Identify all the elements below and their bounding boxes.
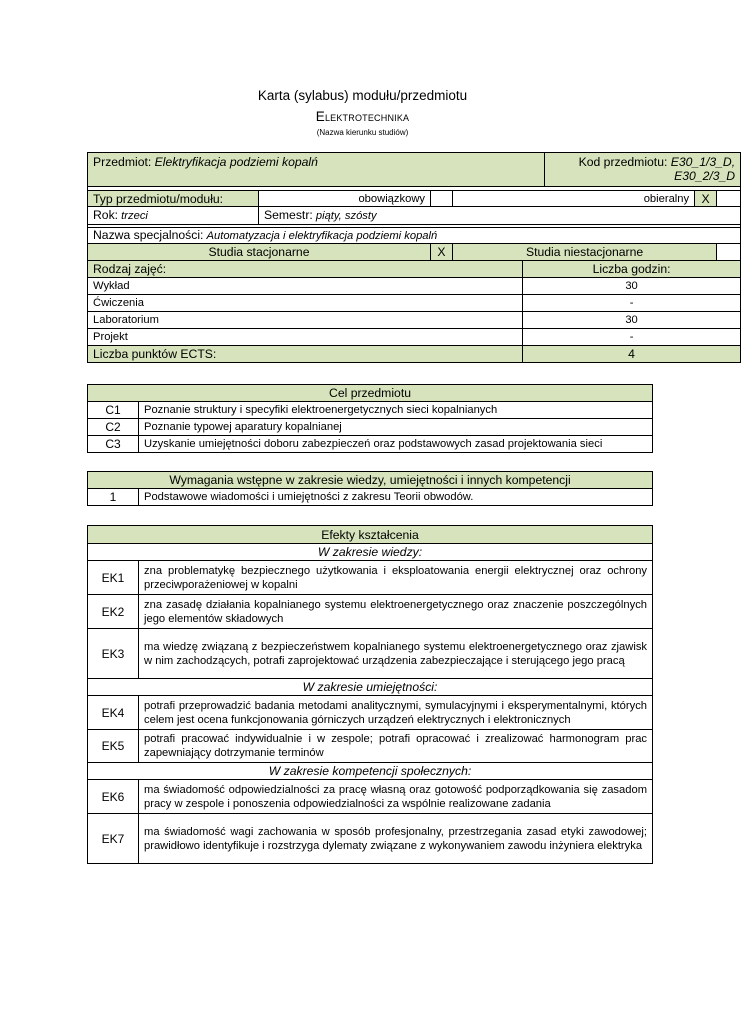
semester-cell bbox=[259, 207, 741, 225]
course-code-value-1: E30_1/3_D, bbox=[670, 155, 736, 169]
type-elective-mark: X bbox=[695, 191, 717, 207]
outcome-text: ma wiedzę związaną z bezpieczeństwem kopalnianego systemu elektroenergetycznego oraz zjawisk w nim zachodzących, potrafi zaprojektować urządzenia zabezpieczające i sterującego jego pracą bbox=[139, 629, 653, 679]
hours-header: Liczba godzin: bbox=[523, 261, 741, 278]
objective-code: C3 bbox=[88, 436, 139, 453]
class-type-laboratory: Laboratorium bbox=[88, 312, 523, 329]
outcome-text: potrafi przeprowadzić badania metodami analitycznymi, symulacyjnymi i eksperymentalnymi, których celem jest ocena funkcjonowania górniczych urządzeń elektrycznych i elektronicznych bbox=[139, 696, 653, 730]
document-title: Karta (sylabus) modułu/przedmiotu bbox=[257, 88, 468, 103]
subject-label: Przedmiot: bbox=[93, 155, 152, 169]
outcome-code: EK7 bbox=[88, 814, 139, 864]
objective-text: Uzyskanie umiejętności doboru zabezpieczeń oraz podstawowych zasad projektowania sieci bbox=[139, 436, 653, 453]
social-competence-header: W zakresie kompetencji społecznych: bbox=[88, 763, 653, 780]
outcomes-title: Efekty kształcenia bbox=[88, 526, 653, 544]
outcome-text: ma świadomość wagi zachowania w sposób profesjonalny, przestrzegania zasad etyki zawodowej; prawidłowo identyfikuje i rozstrzyga dylematy związane z wykonywaniem zawodu inżyniera elektryka bbox=[139, 814, 653, 864]
knowledge-header: W zakresie wiedzy: bbox=[88, 544, 653, 561]
specialization-cell bbox=[88, 228, 741, 244]
course-info-table bbox=[87, 152, 741, 363]
class-type-project: Projekt bbox=[88, 329, 523, 346]
semester-value: piąty, szósty bbox=[315, 210, 377, 222]
field-of-study-caption: (Nazwa kierunku studiów) bbox=[316, 128, 409, 137]
part-time-studies-mark bbox=[717, 244, 741, 261]
type-label: Typ przedmiotu/modułu: bbox=[88, 191, 259, 207]
prerequisites-table bbox=[87, 471, 653, 506]
type-mandatory-mark bbox=[431, 191, 453, 207]
objective-text: Poznanie typowej aparatury kopalnianej bbox=[139, 419, 653, 436]
hours-laboratory: 30 bbox=[523, 312, 741, 329]
learning-outcomes-table bbox=[87, 525, 653, 864]
course-code-cell bbox=[545, 153, 741, 187]
class-type-header: Rodzaj zajęć: bbox=[88, 261, 523, 278]
outcome-code: EK2 bbox=[88, 595, 139, 629]
full-time-studies: Studia stacjonarne bbox=[88, 244, 431, 261]
subject-cell bbox=[88, 153, 545, 187]
prerequisite-text: Podstawowe wiadomości i umiejętności z zakresu Teorii obwodów. bbox=[139, 489, 653, 506]
part-time-studies: Studia niestacjonarne bbox=[453, 244, 717, 261]
type-elective: obieralny bbox=[453, 191, 695, 207]
hours-project: - bbox=[523, 329, 741, 346]
outcome-text: potrafi pracować indywidualnie i w zespole; potrafi opracować i zrealizować harmonogram prac zapewniający dotrzymanie terminów bbox=[139, 730, 653, 763]
prerequisites-title: Wymagania wstępne w zakresie wiedzy, umiejętności i innych kompetencji bbox=[88, 472, 653, 489]
specialization-value: Automatyzacja i elektryfikacja podziemi kopalń bbox=[206, 230, 438, 242]
year-cell bbox=[88, 207, 259, 225]
objective-text: Poznanie struktury i specyfiki elektroenergetycznych sieci kopalnianych bbox=[139, 402, 653, 419]
outcome-code: EK4 bbox=[88, 696, 139, 730]
outcome-code: EK3 bbox=[88, 629, 139, 679]
year-label: Rok: bbox=[93, 208, 119, 222]
objectives-title: Cel przedmiotu bbox=[88, 385, 653, 402]
ects-label: Liczba punktów ECTS: bbox=[88, 346, 523, 363]
outcome-code: EK6 bbox=[88, 780, 139, 814]
type-mandatory: obowiązkowy bbox=[259, 191, 431, 207]
outcome-text: zna zasadę działania kopalnianego systemu elektroenergetycznego oraz znaczenie poszczególnych jego elementów składowych bbox=[139, 595, 653, 629]
class-type-exercises: Ćwiczenia bbox=[88, 295, 523, 312]
hours-exercises: - bbox=[523, 295, 741, 312]
outcome-text: zna problematykę bezpiecznego użytkowania i eksploatowania energii elektrycznej oraz ochrony przeciwporażeniowej w kopalni bbox=[139, 561, 653, 595]
outcome-code: EK1 bbox=[88, 561, 139, 595]
field-of-study: Elektrotechnika bbox=[315, 109, 410, 124]
semester-label: Semestr: bbox=[264, 208, 313, 222]
subject-value: Elektryfikacja podziemi kopalń bbox=[154, 155, 318, 169]
specialization-label: Nazwa specjalności: bbox=[93, 228, 204, 242]
year-value: trzeci bbox=[121, 210, 148, 222]
ects-value: 4 bbox=[523, 346, 741, 363]
course-code-value-2: E30_2/3_D bbox=[674, 169, 736, 183]
type-spacer bbox=[717, 191, 741, 207]
objective-code: C1 bbox=[88, 402, 139, 419]
prerequisite-code: 1 bbox=[88, 489, 139, 506]
class-type-lecture: Wykład bbox=[88, 278, 523, 295]
full-time-studies-mark: X bbox=[431, 244, 453, 261]
hours-lecture: 30 bbox=[523, 278, 741, 295]
outcome-text: ma świadomość odpowiedzialności za pracę własną oraz gotowość podporządkowania się zasadom pracy w zespole i ponoszenia odpowiedzialności za wspólnie realizowane zadania bbox=[139, 780, 653, 814]
course-code-label: Kod przedmiotu: bbox=[578, 155, 668, 169]
objective-code: C2 bbox=[88, 419, 139, 436]
skills-header: W zakresie umiejętności: bbox=[88, 679, 653, 696]
course-objectives-table bbox=[87, 384, 653, 453]
outcome-code: EK5 bbox=[88, 730, 139, 763]
